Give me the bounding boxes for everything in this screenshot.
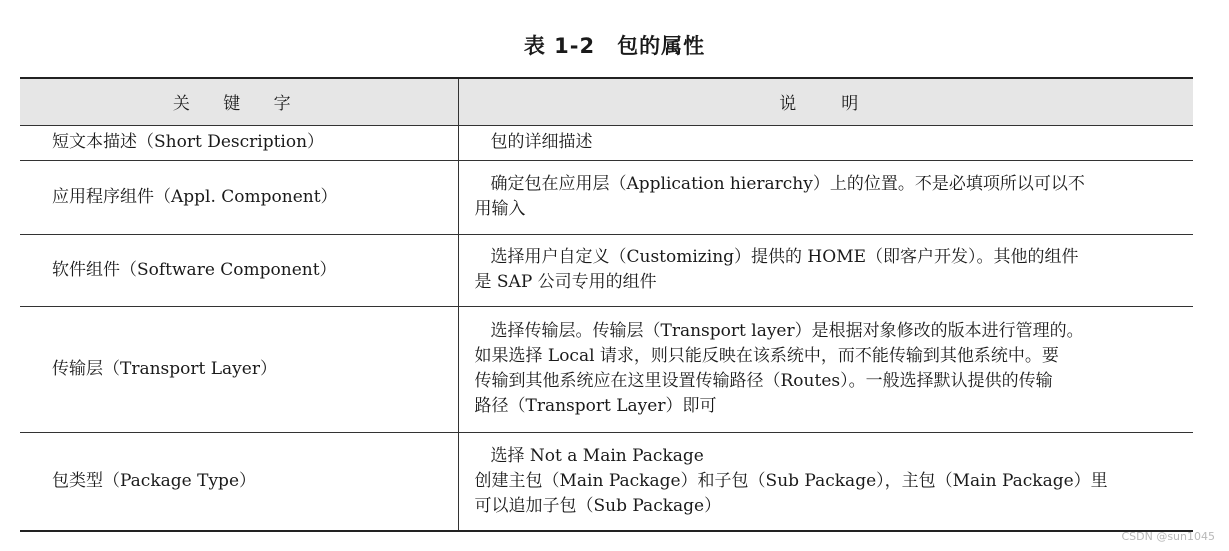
row-description <box>458 306 1193 432</box>
row-description <box>458 160 1193 234</box>
row-keyword: 软件组件（Software Component） <box>20 234 458 306</box>
description-line: 选择用户自定义（Customizing）提供的 HOME（即客户开发）。其他的组件 <box>490 247 1079 267</box>
row-description <box>458 432 1193 531</box>
table-row <box>20 306 1193 432</box>
description-line: 确定包在应用层（Application hierarchy）上的位置。不是必填项所以可以不 <box>490 174 1085 194</box>
row-description <box>458 234 1193 306</box>
table-title: 表 1-2 包的属性 <box>523 34 706 58</box>
row-keyword: 短文本描述（Short Description） <box>20 125 458 160</box>
description-line: 选择传输层。传输层（Transport layer）是根据对象修改的版本进行管理的。 <box>490 321 1084 341</box>
table-row <box>20 160 1193 234</box>
description-line: 包的详细描述 <box>490 132 593 152</box>
row-keyword: 包类型（Package Type） <box>20 432 458 531</box>
description-line: 如果选择 Local 请求，则只能反映在该系统中，而不能传输到其他系统中。要 <box>474 346 1059 366</box>
header-keyword: 关 键 字 <box>20 78 458 125</box>
table-row <box>20 234 1193 306</box>
row-description <box>458 125 1193 160</box>
description-line: 可以追加子包（Sub Package） <box>474 495 722 516</box>
description-line: 用输入 <box>474 199 526 219</box>
description-line: 选择 Not a Main Package <box>490 445 704 466</box>
description-line: 传输到其他系统应在这里设置传输路径（Routes）。一般选择默认提供的传输 <box>474 371 1053 391</box>
row-keyword: 传输层（Transport Layer） <box>20 306 458 432</box>
table-row <box>20 125 1193 160</box>
header-description: 说 明 <box>458 78 1193 125</box>
property-table <box>20 77 1193 532</box>
row-keyword: 应用程序组件（Appl. Component） <box>20 160 458 234</box>
table-header-row <box>20 78 1193 125</box>
watermark: CSDN @sun1045 <box>1121 530 1215 543</box>
table-row <box>20 432 1193 531</box>
description-line: 创建主包（Main Package）和子包（Sub Package），主包（Main Package）里 <box>474 470 1108 491</box>
description-line: 路径（Transport Layer）即可 <box>474 396 717 416</box>
description-line: 是 SAP 公司专用的组件 <box>474 272 657 292</box>
